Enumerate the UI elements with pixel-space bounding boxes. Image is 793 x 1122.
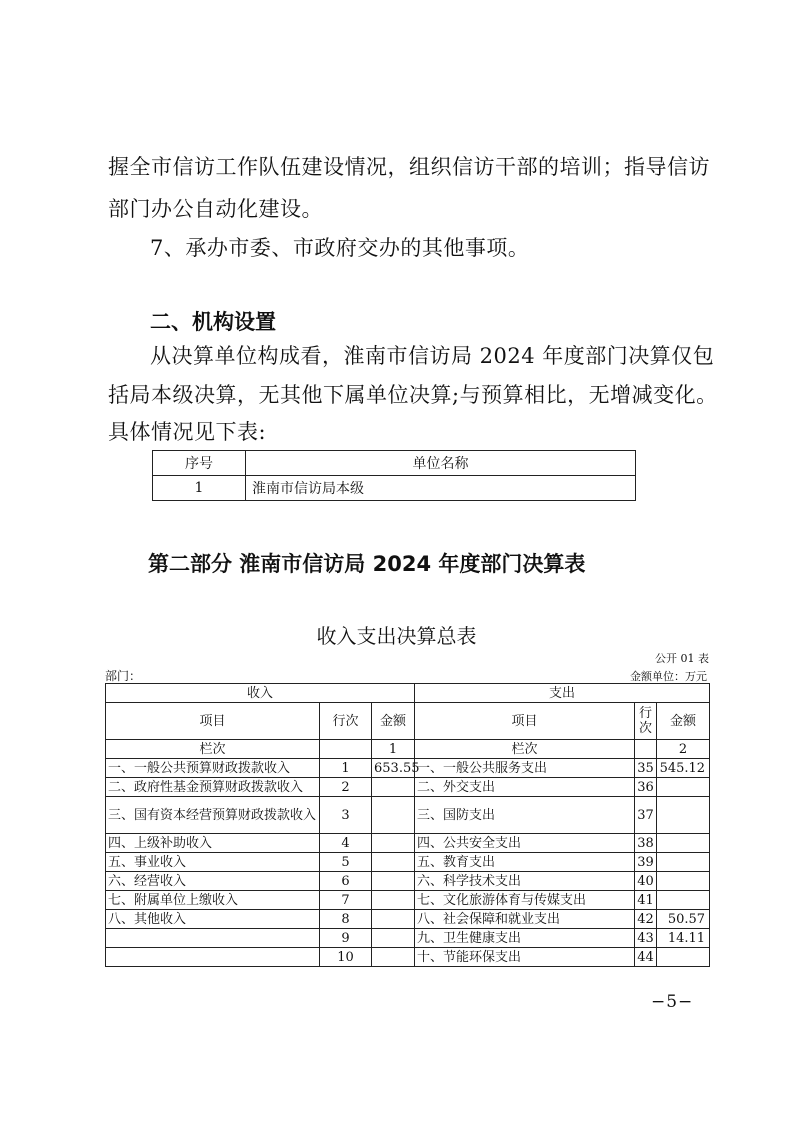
expense-item-header: 项目 xyxy=(415,703,635,740)
income-item xyxy=(106,948,320,967)
expense-line: 40 xyxy=(635,872,657,891)
income-line: 4 xyxy=(320,834,372,853)
form-number: 公开 01 表 xyxy=(655,652,709,665)
unit-table-header-name: 单位名称 xyxy=(246,451,636,476)
income-item: 八、其他收入 xyxy=(106,910,320,929)
income-item: 四、上级补助收入 xyxy=(106,834,320,853)
expense-item: 六、科学技术支出 xyxy=(415,872,635,891)
expense-line: 41 xyxy=(635,891,657,910)
income-header: 收入 xyxy=(106,684,415,703)
part-two-heading: 第二部分 淮南市信访局 2024 年度部门决算表 xyxy=(148,552,586,576)
expense-amount xyxy=(657,891,710,910)
unit-table xyxy=(152,450,636,501)
income-line: 7 xyxy=(320,891,372,910)
income-amount xyxy=(372,929,415,948)
expense-amount-header: 金额 xyxy=(657,703,710,740)
expense-line: 39 xyxy=(635,853,657,872)
income-amount-header: 金额 xyxy=(372,703,415,740)
table-row xyxy=(106,929,710,948)
expense-line: 36 xyxy=(635,778,657,797)
page-number: −5− xyxy=(651,992,694,1012)
expense-item: 九、卫生健康支出 xyxy=(415,929,635,948)
expense-column-label: 栏次 xyxy=(415,740,635,759)
summary-table-title: 收入支出决算总表 xyxy=(316,624,477,648)
income-item: 七、附属单位上缴收入 xyxy=(106,891,320,910)
expense-item: 四、公共安全支出 xyxy=(415,834,635,853)
body-line-4: 从决算单位构成看，淮南市信访局 2024 年度部门决算仅包 xyxy=(150,344,715,368)
table-header-row-3 xyxy=(106,740,710,759)
table-row xyxy=(106,910,710,929)
expense-amount: 545.12 xyxy=(657,759,710,778)
body-line-1: 握全市信访工作队伍建设情况，组织信访干部的培训；指导信访 xyxy=(108,155,710,179)
income-amount xyxy=(372,891,415,910)
unit-table-cell-name: 淮南市信访局本级 xyxy=(246,476,636,501)
income-item: 五、事业收入 xyxy=(106,853,320,872)
expense-line: 42 xyxy=(635,910,657,929)
table-header-row-1 xyxy=(106,684,710,703)
income-item: 一、一般公共预算财政拨款收入 xyxy=(106,759,320,778)
table-row xyxy=(106,759,710,778)
income-line-blank xyxy=(320,740,372,759)
income-amount xyxy=(372,872,415,891)
expense-line: 37 xyxy=(635,797,657,834)
expense-line-header: 行次 xyxy=(635,703,657,740)
expense-item: 二、外交支出 xyxy=(415,778,635,797)
income-amount xyxy=(372,853,415,872)
expense-line: 43 xyxy=(635,929,657,948)
expense-item: 十、节能环保支出 xyxy=(415,948,635,967)
body-line-6: 具体情况见下表: xyxy=(108,420,267,444)
expense-amount xyxy=(657,778,710,797)
income-item: 三、国有资本经营预算财政拨款收入 xyxy=(106,797,320,834)
expense-column-index: 2 xyxy=(657,740,710,759)
table-row xyxy=(106,778,710,797)
income-item: 六、经营收入 xyxy=(106,872,320,891)
table-row xyxy=(106,834,710,853)
income-line: 10 xyxy=(320,948,372,967)
expense-item: 一、一般公共服务支出 xyxy=(415,759,635,778)
body-line-2: 部门办公自动化建设。 xyxy=(108,197,323,221)
table-row xyxy=(106,891,710,910)
income-line-header: 行次 xyxy=(320,703,372,740)
income-line: 6 xyxy=(320,872,372,891)
expense-item: 五、教育支出 xyxy=(415,853,635,872)
expense-line: 38 xyxy=(635,834,657,853)
expense-item: 八、社会保障和就业支出 xyxy=(415,910,635,929)
income-amount xyxy=(372,834,415,853)
income-line: 9 xyxy=(320,929,372,948)
table-row xyxy=(153,476,636,501)
income-column-index: 1 xyxy=(372,740,415,759)
income-line: 2 xyxy=(320,778,372,797)
income-line: 1 xyxy=(320,759,372,778)
unit-table-header xyxy=(153,451,636,476)
expense-amount: 14.11 xyxy=(657,929,710,948)
expense-amount xyxy=(657,872,710,891)
expense-amount xyxy=(657,853,710,872)
amount-unit-label: 金额单位：万元 xyxy=(630,670,707,683)
table-header-row-2 xyxy=(106,703,710,740)
expense-amount xyxy=(657,948,710,967)
expense-amount xyxy=(657,797,710,834)
expense-line: 44 xyxy=(635,948,657,967)
unit-table-header-index: 序号 xyxy=(153,451,246,476)
income-column-label: 栏次 xyxy=(106,740,320,759)
unit-table-cell-index: 1 xyxy=(153,476,246,501)
income-item xyxy=(106,929,320,948)
income-line: 5 xyxy=(320,853,372,872)
expense-line: 35 xyxy=(635,759,657,778)
income-amount: 653.55 xyxy=(372,759,415,778)
income-line: 3 xyxy=(320,797,372,834)
income-expense-summary-table xyxy=(105,683,710,967)
expense-line-blank xyxy=(635,740,657,759)
income-amount xyxy=(372,797,415,834)
income-item-header: 项目 xyxy=(106,703,320,740)
expense-amount xyxy=(657,834,710,853)
table-row xyxy=(106,797,710,834)
table-row xyxy=(106,872,710,891)
income-item: 二、政府性基金预算财政拨款收入 xyxy=(106,778,320,797)
body-line-3: 7、承办市委、市政府交办的其他事项。 xyxy=(150,236,530,260)
expense-amount: 50.57 xyxy=(657,910,710,929)
income-amount xyxy=(372,778,415,797)
table-row xyxy=(106,948,710,967)
expense-header: 支出 xyxy=(415,684,710,703)
income-line: 8 xyxy=(320,910,372,929)
expense-item: 七、文化旅游体育与传媒支出 xyxy=(415,891,635,910)
table-row xyxy=(106,853,710,872)
department-label: 部门： xyxy=(105,669,142,683)
section-heading-institution: 二、机构设置 xyxy=(150,310,276,334)
expense-item: 三、国防支出 xyxy=(415,797,635,834)
body-line-5: 括局本级决算，无其他下属单位决算;与预算相比，无增减变化。 xyxy=(108,383,718,407)
income-amount xyxy=(372,910,415,929)
income-amount xyxy=(372,948,415,967)
